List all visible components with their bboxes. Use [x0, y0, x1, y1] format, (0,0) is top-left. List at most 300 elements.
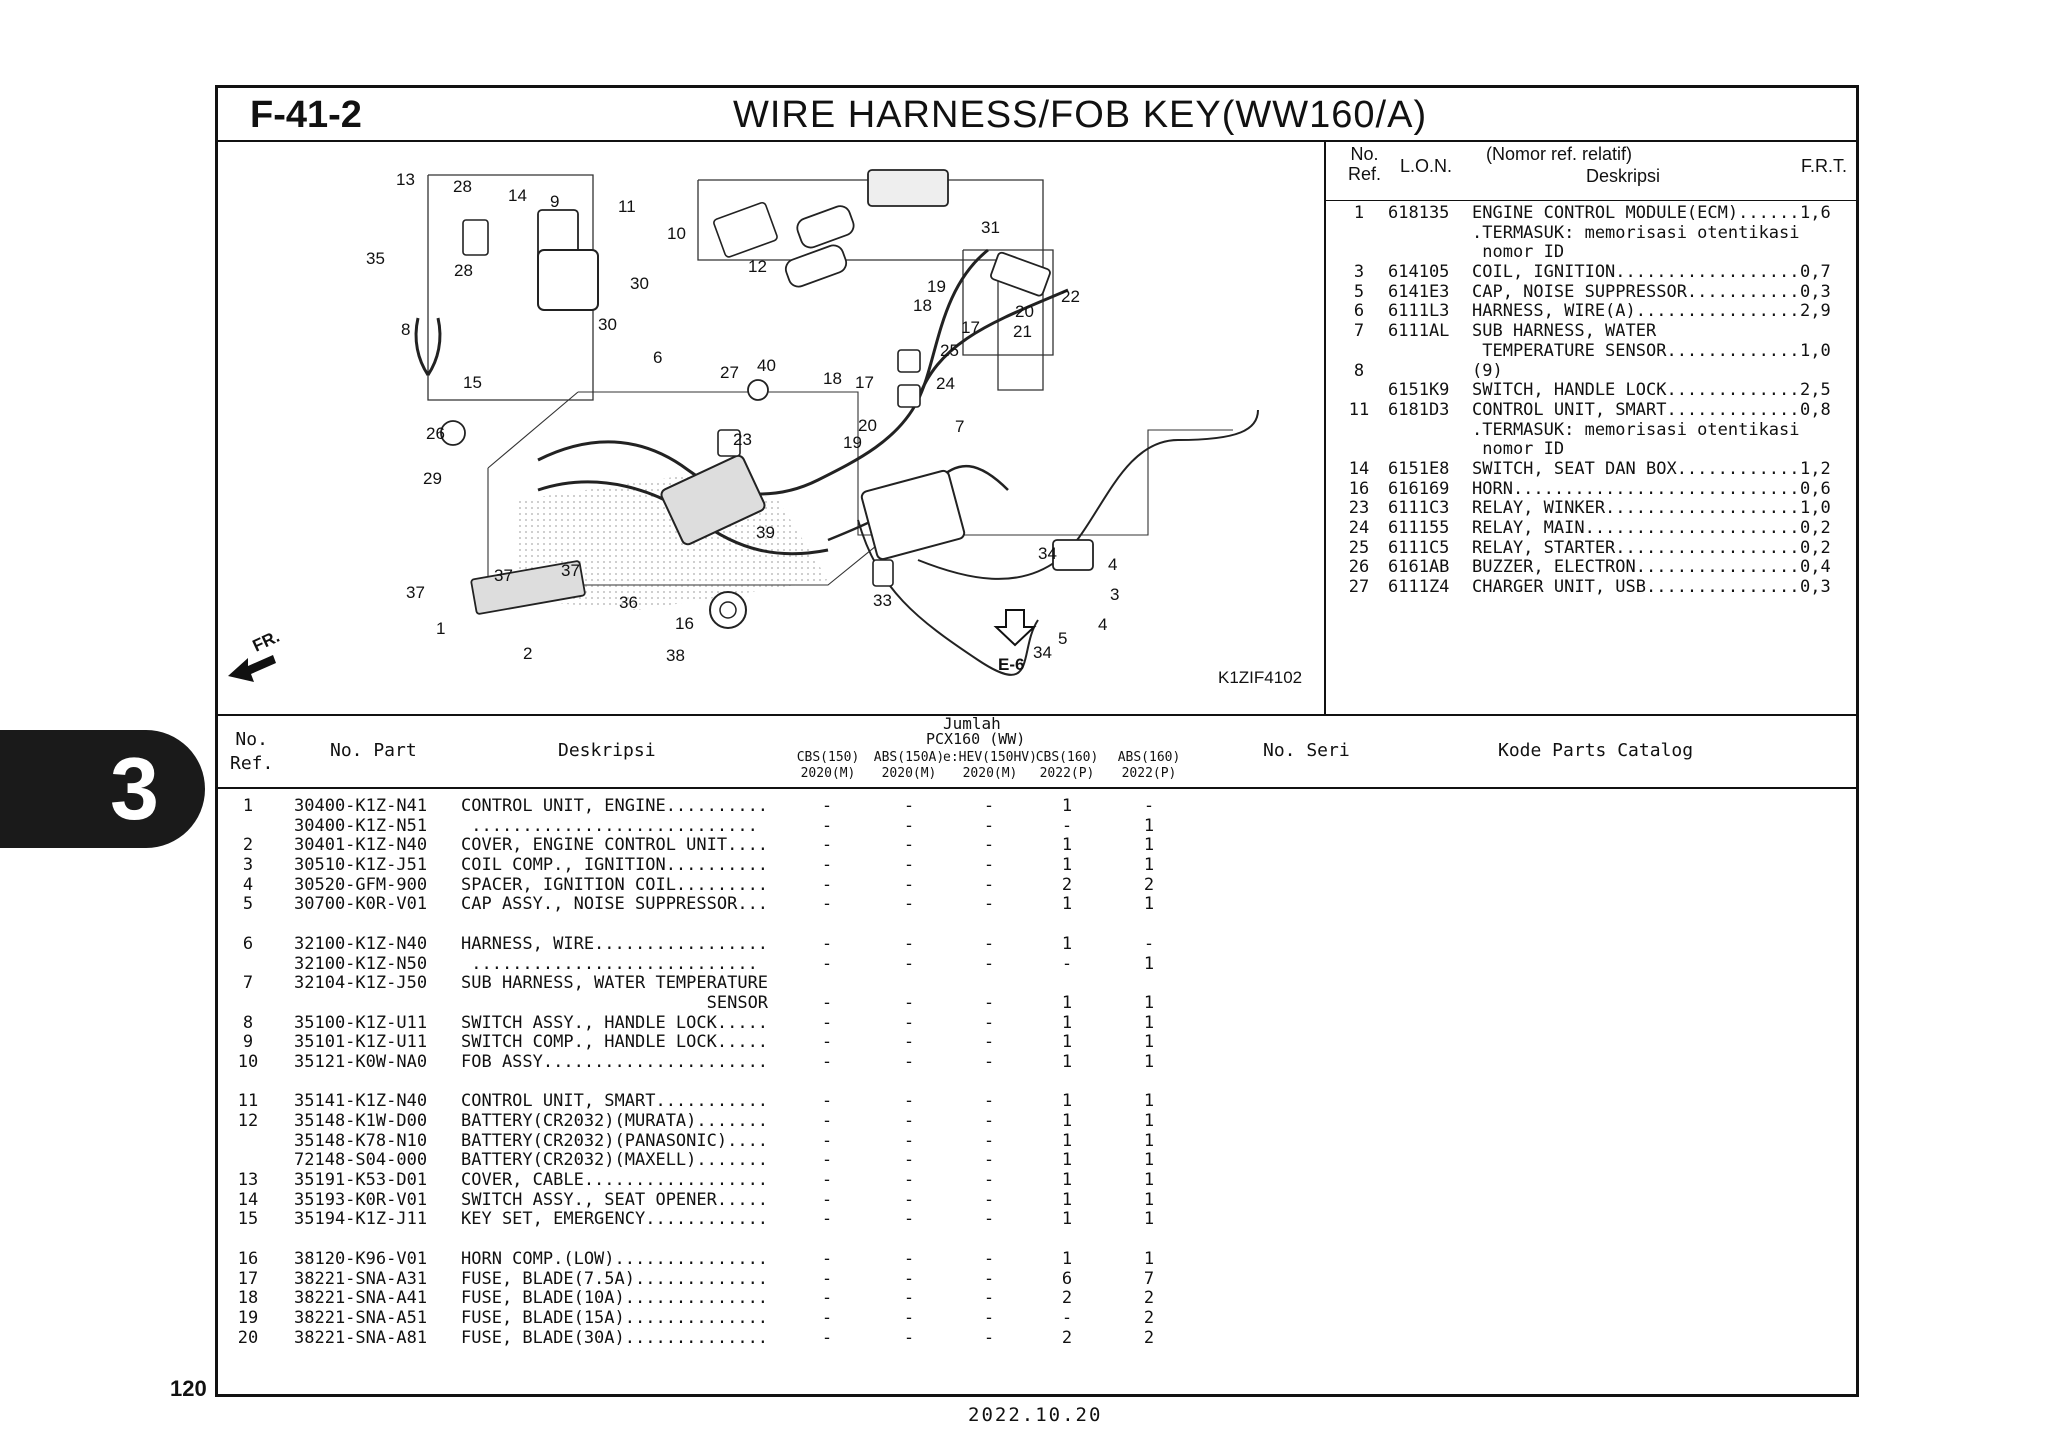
labor-reference-table [1326, 140, 1856, 714]
callout: 37 [406, 583, 425, 602]
callout: 3 [1110, 585, 1120, 604]
footer-date: 2022.10.20 [968, 1404, 1103, 1426]
desc-cell: nomor ID [1472, 242, 1565, 263]
frt-cell: 1,0 [1800, 498, 1831, 519]
callout: 13 [396, 170, 415, 189]
kode-parts-catalog-header: Kode Parts Catalog [1498, 740, 1694, 761]
quantity-cell: - [1061, 1307, 1073, 1328]
front-direction-arrow [228, 655, 276, 682]
part-number-cell: 30400-K1Z-N51 [294, 815, 428, 836]
frt-cell: 0,7 [1800, 262, 1831, 283]
ref-cell: 19 [237, 1307, 259, 1328]
frt-cell: 0,3 [1800, 281, 1831, 302]
deskripsi-header: Deskripsi [1586, 166, 1661, 186]
page-title: WIRE HARNESS/FOB KEY(WW160/A) [733, 94, 1428, 136]
ref-cell: 23 [1348, 498, 1370, 519]
part-number-cell: 38221-SNA-A81 [294, 1327, 428, 1348]
description-cell: KEY SET, EMERGENCY............ [461, 1209, 769, 1230]
quantity-cell: - [903, 992, 915, 1013]
ref-cell: 16 [237, 1248, 259, 1269]
desc-cell: CONTROL UNIT, SMART............. [1472, 399, 1800, 420]
quantity-cell: 1 [1143, 835, 1155, 856]
callout: 26 [426, 424, 445, 443]
callout: 24 [936, 374, 955, 393]
part-number-cell: 35141-K1Z-N40 [294, 1091, 428, 1112]
group-spacer [218, 914, 1856, 934]
quantity-cell: - [983, 1012, 995, 1033]
quantity-cell: - [821, 835, 833, 856]
ref-arrow-label: E-6 [998, 655, 1025, 674]
description-cell: FUSE, BLADE(30A).............. [461, 1327, 769, 1348]
desc-cell: nomor ID [1472, 439, 1565, 460]
parts-header-ref: Ref. [230, 753, 274, 774]
quantity-cell: - [821, 1209, 833, 1230]
quantity-cell: - [821, 992, 833, 1013]
quantity-cell: - [1143, 796, 1155, 816]
callout: 4 [1108, 555, 1118, 574]
description-cell: SPACER, IGNITION COIL......... [461, 874, 769, 895]
quantity-cell: - [903, 894, 915, 915]
callout: 14 [508, 186, 527, 205]
frt-cell: 2,9 [1800, 301, 1831, 322]
ref-cell: 11 [237, 1091, 259, 1112]
quantity-cell: - [821, 1327, 833, 1348]
quantity-cell: 2 [1143, 1307, 1155, 1328]
ref-cell: 2 [242, 835, 254, 856]
parts-row [218, 954, 1856, 974]
quantity-cell: - [821, 953, 833, 974]
ref-cell: 27 [1348, 577, 1370, 598]
ref-cell: 20 [237, 1327, 259, 1348]
callout: 38 [666, 646, 685, 665]
quantity-cell: - [821, 1288, 833, 1309]
quantity-cell: - [983, 1327, 995, 1348]
lon-header: L.O.N. [1400, 156, 1453, 176]
quantity-cell: - [821, 1032, 833, 1053]
ref-table-row [1326, 322, 1856, 342]
part-number-cell: 35193-K0R-V01 [294, 1189, 428, 1210]
description-cell: ............................ [461, 953, 758, 974]
parts-row [218, 875, 1856, 895]
callout: 10 [667, 224, 686, 243]
parts-row [218, 1131, 1856, 1151]
quantity-cell: - [821, 855, 833, 876]
parts-row [218, 796, 1856, 816]
quantity-cell: 2 [1061, 874, 1073, 895]
parts-header-no: No. [235, 729, 268, 750]
quantity-cell: - [983, 1032, 995, 1053]
callout: 30 [598, 315, 617, 334]
ref-cell: 25 [1348, 537, 1370, 558]
part-number-cell: 30510-K1Z-J51 [294, 855, 428, 876]
frt-cell: 0,3 [1800, 577, 1831, 598]
group-spacer [218, 1229, 1856, 1249]
quantity-cell: - [903, 1189, 915, 1210]
parts-row [218, 835, 1856, 855]
parts-row [218, 855, 1856, 875]
quantity-cell: - [983, 815, 995, 836]
part-number-cell: 32100-K1Z-N40 [294, 933, 428, 954]
description-cell: COVER, CABLE.................. [461, 1170, 769, 1191]
description-cell: CONTROL UNIT, ENGINE.......... [461, 796, 769, 816]
ref-cell: 5 [1353, 281, 1365, 302]
quantity-cell: - [821, 1150, 833, 1171]
quantity-cell: - [1143, 933, 1155, 954]
callout: 16 [675, 614, 694, 633]
quantity-cell: - [821, 1091, 833, 1112]
parts-table-header [218, 714, 1856, 789]
quantity-cell: - [903, 1051, 915, 1072]
quantity-cell: 1 [1143, 992, 1155, 1013]
desc-cell: SWITCH, HANDLE LOCK............. [1472, 380, 1800, 401]
callout: 28 [454, 261, 473, 280]
lon-cell: 618135 [1388, 203, 1450, 223]
callout: 7 [955, 417, 965, 436]
quantity-cell: - [983, 1268, 995, 1289]
part-number-cell: 30700-K0R-V01 [294, 894, 428, 915]
quantity-cell: - [983, 1248, 995, 1269]
ref-table-row [1326, 342, 1856, 362]
part-number-cell: 32104-K1Z-J50 [294, 973, 428, 994]
quantity-cell: - [821, 933, 833, 954]
callout: 23 [733, 430, 752, 449]
quantity-cell: 1 [1061, 1189, 1073, 1210]
quantity-cell: - [821, 874, 833, 895]
quantity-cell: 1 [1061, 1248, 1073, 1269]
jumlah-header: Jumlah [943, 714, 1001, 733]
variant-year: 2022(P) [1121, 766, 1177, 781]
callout: 17 [961, 318, 980, 337]
desc-cell: (9) [1472, 360, 1503, 381]
variant-name: e:HEV(150HV) [943, 750, 1037, 765]
ref-cell: 14 [1348, 458, 1370, 479]
variant-year: 2020(M) [962, 766, 1018, 781]
parts-row [218, 1328, 1856, 1348]
description-cell: CONTROL UNIT, SMART........... [461, 1091, 769, 1112]
quantity-cell: 1 [1061, 855, 1073, 876]
section-tab-number: 3 [110, 739, 159, 838]
quantity-cell: - [983, 933, 995, 954]
variant-year: 2020(M) [881, 766, 937, 781]
part-number-cell: 30520-GFM-900 [294, 874, 428, 895]
quantity-cell: 1 [1061, 1209, 1073, 1230]
callout: 15 [463, 373, 482, 392]
desc-cell: ENGINE CONTROL MODULE(ECM)...... [1472, 203, 1800, 223]
description-cell: HARNESS, WIRE................. [461, 933, 769, 954]
lon-cell: 6151E8 [1388, 458, 1450, 479]
quantity-cell: - [903, 1170, 915, 1191]
quantity-cell: - [903, 1248, 915, 1269]
parts-row [218, 1052, 1856, 1072]
description-cell: COIL COMP., IGNITION.......... [461, 855, 769, 876]
quantity-cell: 1 [1143, 1012, 1155, 1033]
callout: 18 [913, 296, 932, 315]
callout: 28 [453, 177, 472, 196]
variant-name: ABS(150A) [873, 750, 945, 765]
callout: 11 [618, 197, 636, 216]
lon-cell: 611155 [1388, 518, 1450, 538]
frt-cell: 1,0 [1800, 340, 1831, 361]
quantity-cell: - [821, 1111, 833, 1131]
lon-cell: 614105 [1388, 262, 1450, 283]
section-tab [0, 730, 205, 848]
callout: 21 [1013, 322, 1032, 341]
ref-table-row [1326, 204, 1856, 224]
callout: 1 [436, 619, 446, 638]
frt-cell: 2,5 [1800, 380, 1831, 401]
ref-cell: 13 [237, 1170, 259, 1191]
callout: 12 [748, 257, 767, 276]
quantity-cell: - [903, 815, 915, 836]
group-spacer [218, 1072, 1856, 1092]
exploded-diagram [218, 140, 1326, 714]
quantity-cell: 1 [1061, 796, 1073, 816]
ref-cell: 3 [1353, 262, 1365, 283]
no-seri-header: No. Seri [1263, 740, 1350, 761]
lon-cell: 6161AB [1388, 557, 1450, 578]
quantity-cell: - [983, 874, 995, 895]
parts-row [218, 1249, 1856, 1269]
desc-cell: COIL, IGNITION.................. [1472, 262, 1800, 283]
quantity-cell: - [903, 1012, 915, 1033]
description-cell: FUSE, BLADE(15A).............. [461, 1307, 769, 1328]
callout: 33 [873, 591, 892, 610]
parts-row [218, 1032, 1856, 1052]
desc-cell: RELAY, STARTER.................. [1472, 537, 1800, 558]
direction-label: FR. [249, 626, 283, 656]
ref-table-row [1326, 401, 1856, 421]
callout: 4 [1098, 615, 1108, 634]
description-cell: FUSE, BLADE(7.5A)............. [461, 1268, 769, 1289]
quantity-cell: 1 [1143, 894, 1155, 915]
quantity-cell: 6 [1061, 1268, 1073, 1289]
desc-cell: CAP, NOISE SUPPRESSOR........... [1472, 281, 1800, 302]
ref-cell: 1 [242, 796, 254, 816]
part-number-cell: 38221-SNA-A41 [294, 1288, 428, 1309]
part-number-cell: 38120-K96-V01 [294, 1248, 428, 1269]
ref-cell: 7 [242, 973, 254, 994]
description-cell: SWITCH COMP., HANDLE LOCK..... [461, 1032, 769, 1053]
frt-cell: 0,2 [1800, 537, 1831, 558]
quantity-cell: 1 [1061, 1130, 1073, 1151]
frt-cell: 1,2 [1800, 458, 1831, 479]
lon-cell: 6111L3 [1388, 301, 1450, 322]
quantity-cell: 1 [1143, 1150, 1155, 1171]
quantity-cell: 1 [1061, 894, 1073, 915]
parts-row [218, 934, 1856, 954]
part-number-cell: 32100-K1Z-N50 [294, 953, 428, 974]
ref-cell: 4 [242, 874, 254, 895]
ref-table-row [1326, 283, 1856, 303]
ref-table-row [1326, 558, 1856, 578]
ref-cell: 17 [237, 1268, 259, 1289]
lon-cell: 616169 [1388, 478, 1450, 499]
parts-row [218, 993, 1856, 1013]
quantity-cell: 2 [1143, 874, 1155, 895]
lon-cell: 6181D3 [1388, 399, 1450, 420]
section-code: F-41-2 [250, 94, 362, 136]
quantity-cell: - [983, 1209, 995, 1230]
callout: 30 [630, 274, 649, 293]
part-number-cell: 35148-K1W-D00 [294, 1111, 428, 1131]
variant-name: CBS(160) [1035, 750, 1099, 765]
lon-cell: 6151K9 [1388, 380, 1450, 401]
quantity-cell: - [821, 1248, 833, 1269]
no-part-header: No. Part [330, 740, 417, 761]
description-cell: SUB HARNESS, WATER TEMPERATURE [461, 973, 769, 994]
ref-header-no: No. [1350, 144, 1379, 164]
quantity-cell: - [903, 835, 915, 856]
quantity-cell: - [821, 815, 833, 836]
quantity-cell: - [983, 796, 995, 816]
ref-table-row [1326, 224, 1856, 244]
description-cell: BATTERY(CR2032)(PANASONIC).... [461, 1130, 769, 1151]
quantity-cell: 1 [1061, 1111, 1073, 1131]
ref-cell: 8 [242, 1012, 254, 1033]
ref-table-row [1326, 421, 1856, 441]
quantity-cell: - [983, 1051, 995, 1072]
parts-row [218, 1150, 1856, 1170]
quantity-cell: - [983, 1130, 995, 1151]
page-frame [215, 85, 1859, 1397]
quantity-cell: - [821, 1189, 833, 1210]
ref-table-row [1326, 302, 1856, 322]
ref-table-row [1326, 263, 1856, 283]
ref-table-row [1326, 243, 1856, 263]
ref-cell: 18 [237, 1288, 259, 1309]
quantity-cell: - [983, 1189, 995, 1210]
ref-cell: 10 [237, 1051, 259, 1072]
quantity-cell: - [903, 1111, 915, 1131]
part-number-cell: 30401-K1Z-N40 [294, 835, 428, 856]
ref-table-row [1326, 460, 1856, 480]
desc-cell: CHARGER UNIT, USB............... [1472, 577, 1800, 598]
quantity-cell: 1 [1143, 1032, 1155, 1053]
description-cell: FOB ASSY...................... [461, 1051, 769, 1072]
frt-header: F.R.T. [1801, 156, 1848, 176]
lon-cell: 6111C3 [1388, 498, 1450, 519]
desc-cell: HORN............................ [1472, 478, 1800, 499]
quantity-cell: 1 [1143, 1189, 1155, 1210]
ref-cell: 7 [1353, 321, 1365, 342]
ref-cell: 15 [237, 1209, 259, 1230]
callout: 29 [423, 469, 442, 488]
callout: 20 [858, 416, 877, 435]
parts-row [218, 973, 1856, 993]
ref-header-ref: Ref. [1348, 164, 1382, 184]
callout: 20 [1015, 302, 1034, 321]
quantity-cell: - [821, 1307, 833, 1328]
ref-cell: 24 [1348, 518, 1370, 538]
quantity-cell: - [903, 1268, 915, 1289]
description-cell: CAP ASSY., NOISE SUPPRESSOR... [461, 894, 769, 915]
title-row [218, 88, 1856, 142]
desc-cell: RELAY, WINKER................... [1472, 498, 1800, 519]
frt-cell: 0,6 [1800, 478, 1831, 499]
description-cell: SWITCH ASSY., SEAT OPENER..... [461, 1189, 769, 1210]
quantity-cell: 7 [1143, 1268, 1155, 1289]
parts-row [218, 1091, 1856, 1111]
part-number-cell: 72148-S04-000 [294, 1150, 428, 1171]
callout: 19 [927, 277, 946, 296]
quantity-cell: - [1061, 953, 1073, 974]
part-number-cell: 35101-K1Z-U11 [294, 1032, 428, 1053]
quantity-cell: 1 [1143, 953, 1155, 974]
variant-name: CBS(150) [796, 750, 860, 765]
parts-row [218, 1170, 1856, 1190]
quantity-cell: 1 [1061, 1012, 1073, 1033]
quantity-cell: - [821, 1051, 833, 1072]
ref-table-row [1326, 578, 1856, 598]
quantity-cell: 1 [1143, 855, 1155, 876]
quantity-cell: - [903, 874, 915, 895]
desc-cell: BUZZER, ELECTRON................ [1472, 557, 1800, 578]
ref-cell: 8 [1353, 360, 1365, 381]
parts-row [218, 1190, 1856, 1210]
quantity-cell: 1 [1143, 815, 1155, 836]
callout: 8 [401, 320, 411, 339]
ref-table-row [1326, 362, 1856, 382]
parts-row [218, 1288, 1856, 1308]
quantity-cell: 1 [1143, 1091, 1155, 1112]
callout: 27 [720, 363, 739, 382]
quantity-cell: - [983, 1307, 995, 1328]
description-cell: SWITCH ASSY., HANDLE LOCK..... [461, 1012, 769, 1033]
ref-cell: 12 [237, 1111, 259, 1131]
callout: 5 [1058, 629, 1068, 648]
part-number-cell: 35100-K1Z-U11 [294, 1012, 428, 1033]
callout: 37 [561, 561, 580, 580]
part-number-cell: 35191-K53-D01 [294, 1170, 428, 1191]
description-cell: HORN COMP.(LOW)............... [461, 1248, 769, 1269]
frt-cell: 1,6 [1800, 203, 1831, 223]
desc-cell: .TERMASUK: memorisasi otentikasi [1472, 419, 1800, 440]
quantity-cell: - [903, 953, 915, 974]
ref-table-row [1326, 519, 1856, 539]
ref-table-row [1326, 440, 1856, 460]
frt-cell: 0,8 [1800, 399, 1831, 420]
parts-row [218, 1209, 1856, 1229]
description-cell: FUSE, BLADE(10A).............. [461, 1288, 769, 1309]
ref-cell: 14 [237, 1189, 259, 1210]
callout: 39 [756, 523, 775, 542]
quantity-cell: - [903, 1091, 915, 1112]
desc-cell: HARNESS, WIRE(A)................ [1472, 301, 1800, 322]
callout: 18 [823, 369, 842, 388]
parts-row [218, 1013, 1856, 1033]
lon-cell: 6141E3 [1388, 281, 1450, 302]
quantity-cell: 2 [1061, 1288, 1073, 1309]
ref-table-body [1326, 204, 1856, 598]
callout: 40 [757, 356, 776, 375]
variant-year: 2020(M) [800, 766, 856, 781]
quantity-cell: - [903, 1130, 915, 1151]
quantity-cell: 1 [1061, 992, 1073, 1013]
parts-row [218, 1111, 1856, 1131]
quantity-cell: - [983, 835, 995, 856]
frt-cell: 0,2 [1800, 518, 1831, 538]
diagram-svg [218, 140, 1324, 712]
quantity-cell: - [903, 855, 915, 876]
quantity-cell: - [903, 1150, 915, 1171]
desc-cell: RELAY, MAIN..................... [1472, 518, 1800, 538]
model-header: PCX160 (WW) [926, 730, 1026, 748]
parts-row [218, 1269, 1856, 1289]
quantity-cell: - [983, 953, 995, 974]
quantity-cell: - [821, 1012, 833, 1033]
quantity-cell: 1 [1143, 1051, 1155, 1072]
quantity-cell: - [903, 1032, 915, 1053]
